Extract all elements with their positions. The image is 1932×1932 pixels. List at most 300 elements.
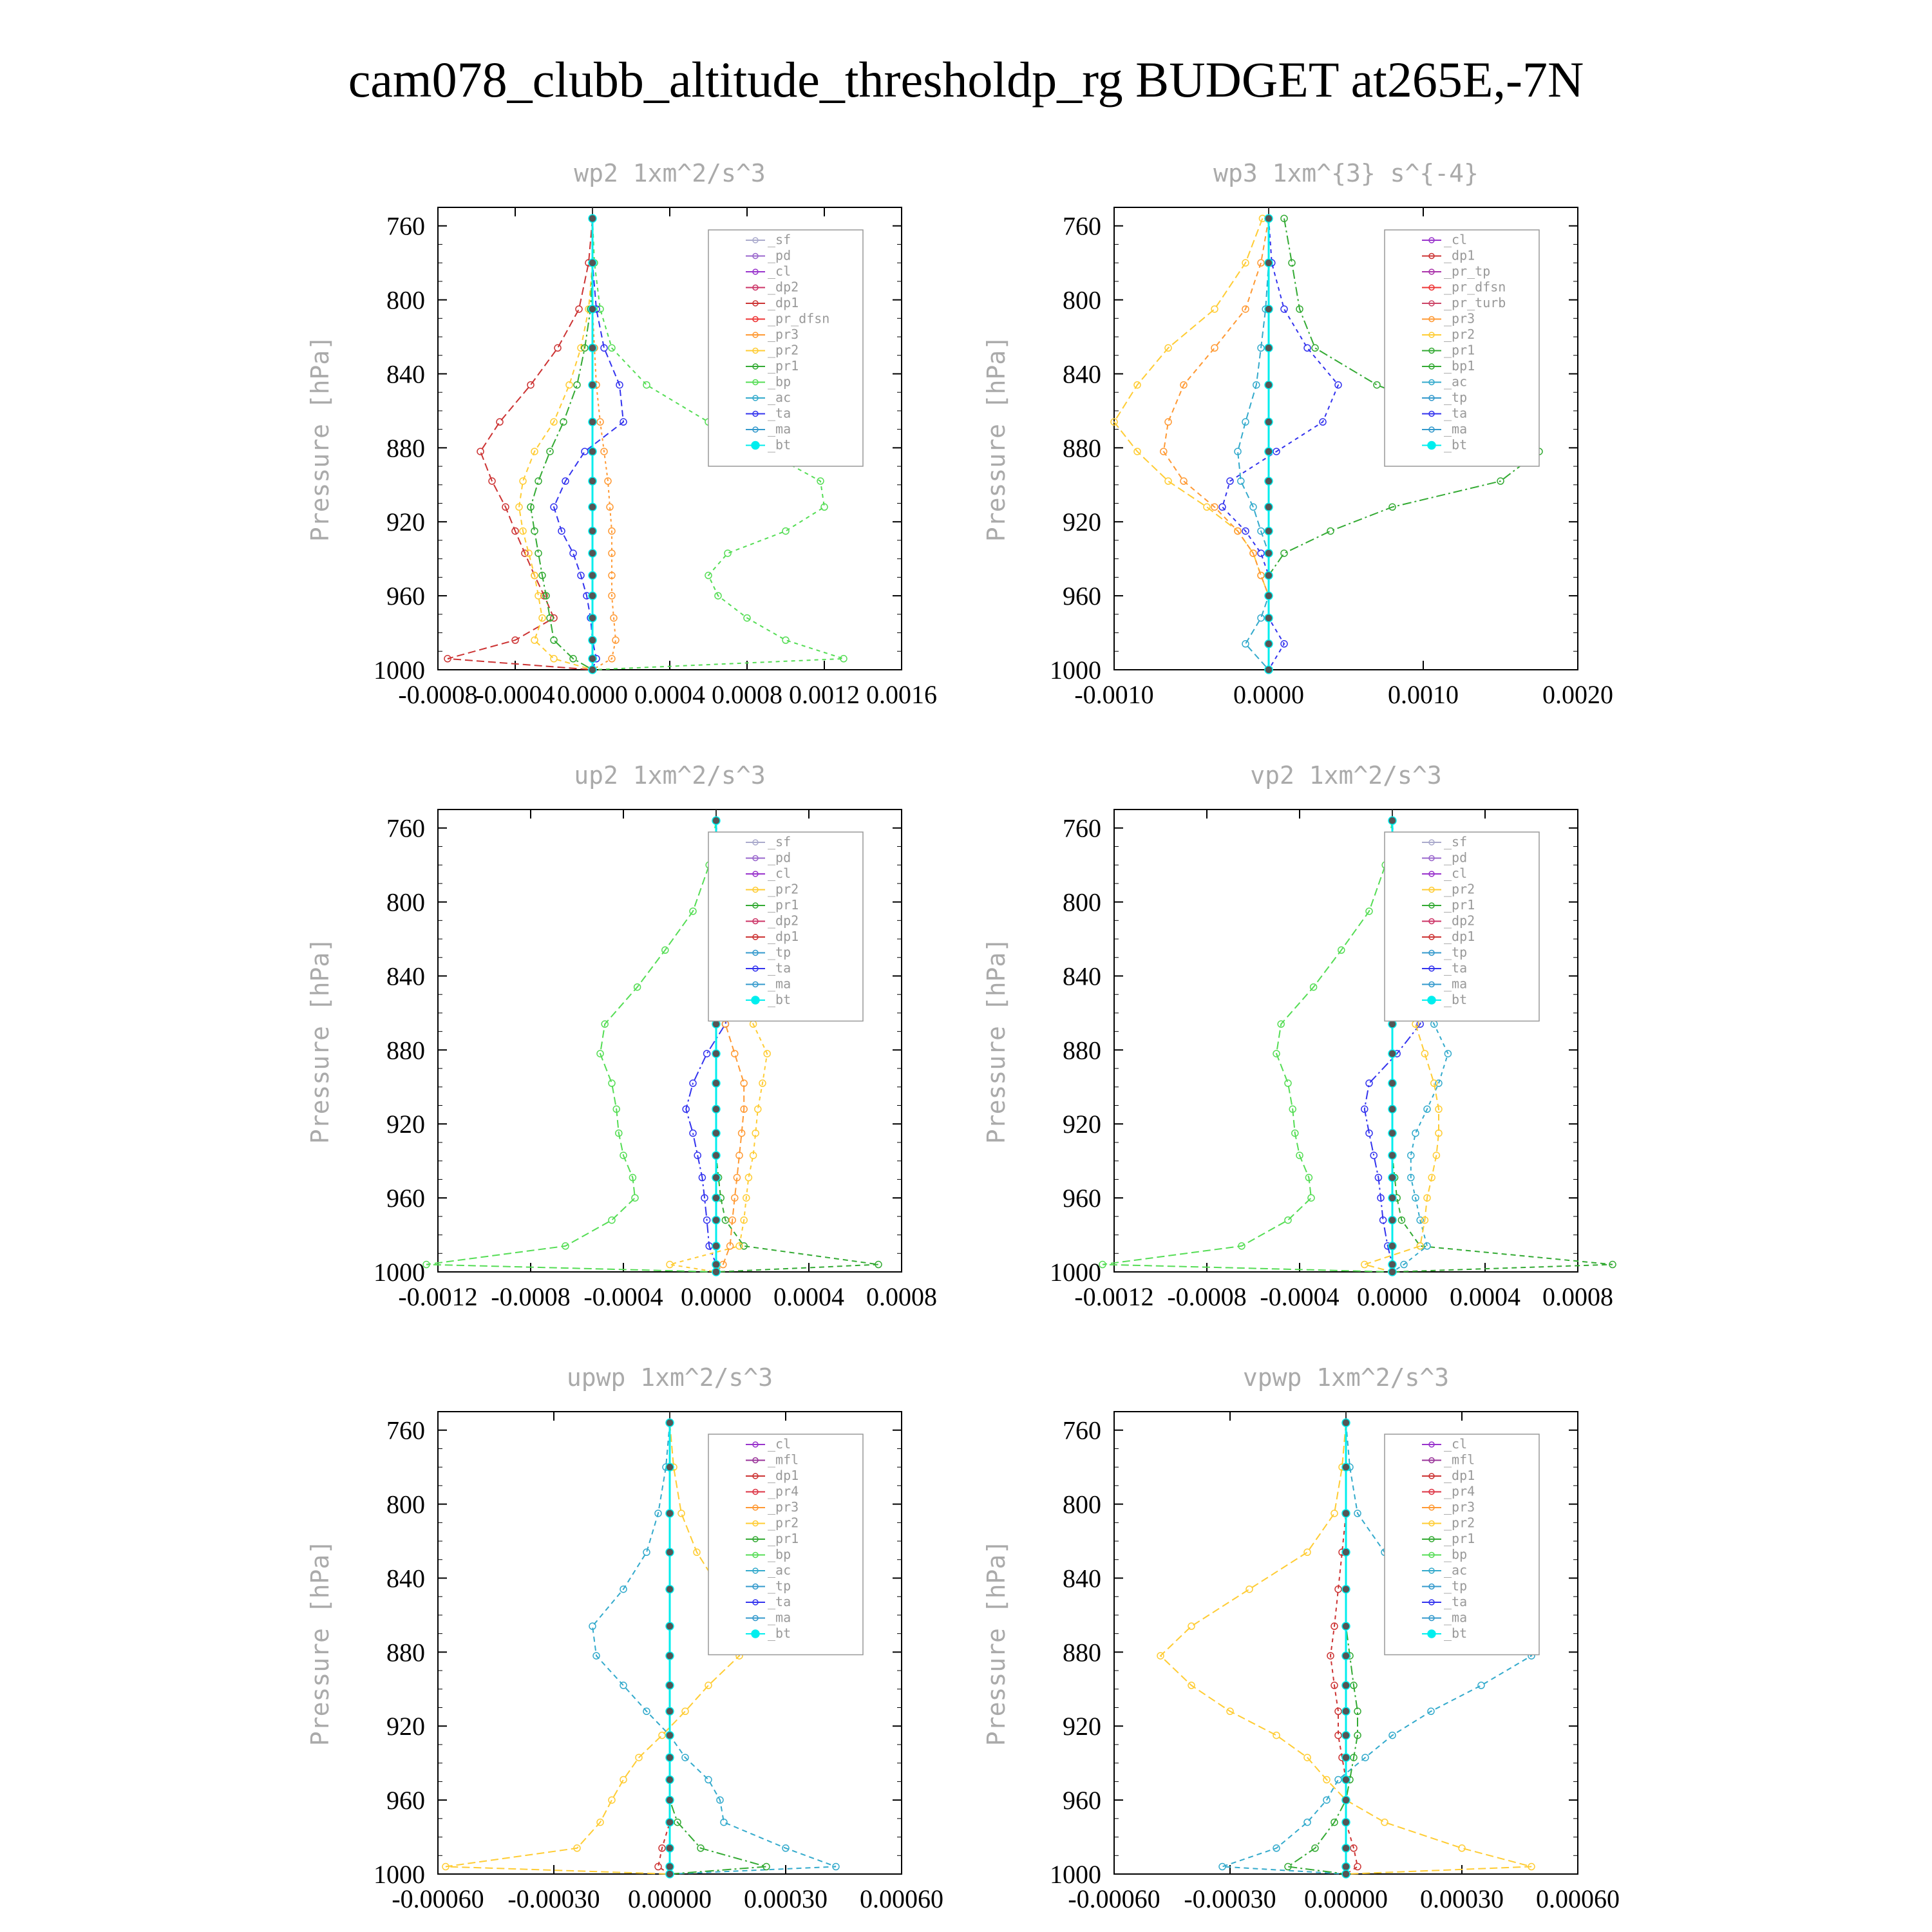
legend-label: _dp1 (768, 295, 799, 310)
legend-label: _bp (768, 374, 791, 390)
data-point (1281, 306, 1287, 312)
legend-label: _ta (1444, 960, 1468, 976)
x-tick-label: 0.0016 (866, 680, 937, 709)
data-point (666, 1510, 674, 1517)
legend-marker (752, 442, 759, 450)
data-point (589, 527, 596, 535)
panel-title: vp2 1xm^2/s^3 (1250, 761, 1442, 790)
x-tick-label: -0.00060 (1068, 1884, 1160, 1913)
x-tick-label: 0.00000 (1304, 1884, 1388, 1913)
data-point (554, 345, 561, 351)
data-point (712, 1105, 720, 1113)
legend-label: _ma (1444, 1609, 1468, 1625)
y-axis-label: Pressure [hPa] (306, 937, 334, 1144)
legend-label: _pr1 (768, 897, 799, 913)
legend-label: _dp1 (768, 929, 799, 944)
legend-label: _sf (1444, 834, 1468, 849)
data-point (1342, 1754, 1350, 1761)
data-point (589, 381, 596, 389)
legend-label: _pr1 (768, 1531, 799, 1546)
data-point (712, 1194, 720, 1202)
data-point (1342, 1776, 1350, 1784)
data-point (1265, 666, 1273, 674)
panel-5 (306, 1363, 943, 1913)
legend-label: _dp2 (1444, 913, 1475, 929)
legend-label: _pr2 (768, 1515, 799, 1531)
legend-label: _dp2 (768, 279, 799, 295)
data-point (477, 448, 484, 455)
data-point (1388, 1151, 1396, 1159)
x-tick-label: -0.0008 (1167, 1282, 1247, 1311)
data-point (1388, 1261, 1396, 1269)
legend-label: _tp (768, 1578, 791, 1594)
data-point (666, 1586, 674, 1593)
legend-label: _tp (1444, 390, 1468, 405)
legend-label: _pr3 (1444, 310, 1475, 327)
legend-label: _ta (768, 405, 791, 421)
x-tick-label: 0.00000 (628, 1884, 712, 1913)
legend-label: _pr2 (1444, 327, 1475, 342)
data-point (782, 528, 789, 535)
data-point (1265, 527, 1273, 535)
y-tick-label: 840 (1063, 1564, 1101, 1593)
y-tick-label: 800 (386, 285, 425, 315)
y-tick-label: 760 (1063, 813, 1101, 843)
data-point (1258, 260, 1264, 266)
y-tick-label: 960 (1063, 582, 1101, 611)
x-tick-label: -0.00030 (1184, 1884, 1276, 1913)
panel-title: wp3 1xm^{3} s^{-4} (1213, 159, 1479, 187)
legend-label: _bt (768, 1625, 791, 1641)
panel-3 (306, 761, 937, 1311)
legend-label: _dp1 (1444, 1468, 1475, 1483)
series-line-dp1 (658, 1423, 670, 1874)
legend-label: _sf (768, 834, 791, 849)
data-point (1388, 1268, 1396, 1276)
legend-label: _ta (768, 960, 791, 976)
data-point (589, 214, 596, 222)
data-point (666, 1863, 674, 1871)
legend-marker (1428, 996, 1435, 1004)
legend-label: _pr4 (1444, 1483, 1475, 1499)
legend-label: _ac (1444, 374, 1468, 390)
data-point (576, 306, 582, 312)
data-point (632, 1195, 638, 1201)
legend-label: _pr3 (768, 1499, 799, 1515)
data-point (1265, 305, 1273, 313)
x-tick-label: -0.0012 (398, 1282, 478, 1311)
data-point (609, 1080, 615, 1086)
data-point (1342, 1510, 1350, 1517)
legend-label: _tp (1444, 944, 1468, 960)
legend-label: _cl (1444, 1436, 1468, 1452)
data-point (1265, 503, 1273, 511)
data-point (666, 1652, 674, 1660)
y-tick-label: 1000 (374, 1860, 425, 1889)
data-point (582, 448, 588, 455)
data-point (1388, 1130, 1396, 1137)
y-tick-label: 960 (1063, 1786, 1101, 1815)
data-point (666, 1796, 674, 1804)
data-point (589, 549, 596, 557)
panel-title: upwp 1xm^2/s^3 (566, 1363, 773, 1392)
legend-label: _sf (768, 232, 791, 247)
data-point (1211, 306, 1218, 312)
data-point (1327, 528, 1334, 535)
x-tick-label: -0.0004 (583, 1282, 663, 1311)
legend-label: _dp2 (768, 913, 799, 929)
data-point (1265, 344, 1273, 352)
data-point (1342, 1548, 1350, 1556)
panel-4 (982, 761, 1616, 1311)
data-point (1342, 1732, 1350, 1739)
data-point (712, 1050, 720, 1057)
legend-label: _pr_dfsn (768, 310, 830, 327)
panel-2 (982, 159, 1613, 709)
data-point (1265, 477, 1273, 485)
legend-label: _cl (1444, 866, 1468, 881)
y-tick-label: 960 (386, 1184, 425, 1213)
data-point (712, 1268, 720, 1276)
x-tick-label: -0.0008 (398, 680, 478, 709)
legend-label: _pr1 (1444, 1531, 1475, 1546)
y-tick-label: 920 (386, 1110, 425, 1139)
data-point (1388, 1217, 1396, 1224)
legend-label: _ma (1444, 421, 1468, 437)
panel-title: vpwp 1xm^2/s^3 (1242, 1363, 1450, 1392)
legend-label: _dp1 (768, 1468, 799, 1483)
data-point (1374, 382, 1380, 388)
y-tick-label: 1000 (1050, 1860, 1101, 1889)
data-point (1265, 592, 1273, 600)
legend-label: _ma (1444, 976, 1468, 992)
x-tick-label: 0.0004 (1450, 1282, 1520, 1311)
legend-label: _bp1 (1444, 358, 1475, 374)
legend-label: _bt (1444, 1625, 1468, 1641)
data-point (551, 656, 557, 662)
data-point (1304, 1549, 1311, 1555)
x-tick-label: -0.0012 (1074, 1282, 1154, 1311)
legend-label: _bt (768, 437, 791, 453)
data-point (666, 1776, 674, 1784)
data-point (589, 344, 596, 352)
data-point (1354, 1864, 1361, 1870)
x-tick-label: -0.0004 (475, 680, 555, 709)
x-tick-label: 0.0000 (1233, 680, 1304, 709)
y-tick-label: 760 (1063, 211, 1101, 241)
data-point (1342, 1622, 1350, 1630)
data-point (712, 1261, 720, 1269)
panel-title: wp2 1xm^2/s^3 (574, 159, 766, 187)
data-point (1188, 1623, 1195, 1629)
legend-label: _dp1 (1444, 929, 1475, 944)
data-point (1265, 549, 1273, 557)
y-tick-label: 840 (1063, 961, 1101, 991)
data-point (712, 1242, 720, 1250)
legend-label: _pd (1444, 849, 1468, 866)
data-point (712, 1130, 720, 1137)
y-tick-label: 920 (386, 1712, 425, 1741)
data-point (1331, 1510, 1338, 1517)
legend-marker (752, 1630, 759, 1638)
legend-label: _ma (768, 421, 791, 437)
data-point (570, 550, 576, 556)
data-point (589, 666, 596, 674)
data-point (1219, 1864, 1226, 1870)
data-point (1342, 1419, 1350, 1426)
data-point (1265, 614, 1273, 622)
x-tick-label: 0.00030 (744, 1884, 828, 1913)
y-tick-label: 760 (1063, 1416, 1101, 1445)
data-point (589, 305, 596, 313)
data-point (1388, 1174, 1396, 1182)
legend-label: _ma (768, 976, 791, 992)
data-point (1335, 1777, 1341, 1783)
data-point (643, 1549, 650, 1555)
x-tick-label: 0.0000 (681, 1282, 752, 1311)
legend-label: _mfl (768, 1452, 799, 1468)
y-tick-label: 840 (1063, 359, 1101, 389)
data-point (1388, 1050, 1396, 1057)
data-point (1285, 1217, 1291, 1224)
data-point (1342, 1463, 1350, 1471)
series-line-pr1 (446, 1423, 739, 1874)
data-point (1265, 381, 1273, 389)
y-tick-label: 880 (1063, 1036, 1101, 1065)
y-axis-label: Pressure [hPa] (982, 1539, 1010, 1747)
data-point (589, 655, 596, 663)
legend-label: _pr3 (768, 327, 799, 342)
legend-marker (752, 996, 759, 1004)
data-point (589, 636, 596, 644)
series-line-pr2 (592, 218, 616, 670)
legend-marker (1428, 1630, 1435, 1638)
data-point (1273, 1732, 1280, 1739)
legend-label: _pr2 (1444, 1515, 1475, 1531)
data-point (705, 1777, 712, 1783)
data-point (712, 1079, 720, 1087)
x-tick-label: 0.0008 (1542, 1282, 1613, 1311)
data-point (1258, 550, 1264, 556)
y-tick-label: 800 (1063, 1490, 1101, 1519)
y-tick-label: 760 (386, 211, 425, 241)
legend-label: _bt (1444, 992, 1468, 1007)
y-tick-label: 960 (386, 582, 425, 611)
legend-label: _pr_dfsn (1444, 279, 1506, 295)
data-point (666, 1681, 674, 1689)
data-point (1265, 572, 1273, 580)
data-point (682, 1708, 688, 1714)
data-point (589, 259, 596, 267)
data-point (712, 1217, 720, 1224)
legend-label: _ac (768, 390, 791, 405)
series-line-dp1 (1103, 820, 1392, 1272)
data-point (620, 1777, 627, 1783)
data-point (666, 1870, 674, 1878)
data-point (1342, 1819, 1350, 1826)
data-point (589, 477, 596, 485)
data-point (609, 1217, 615, 1224)
data-point (678, 1510, 685, 1517)
legend-label: _pr3 (1444, 1499, 1475, 1515)
x-tick-label: 0.0008 (866, 1282, 937, 1311)
x-tick-label: 0.00030 (1420, 1884, 1504, 1913)
x-tick-label: 0.00060 (1536, 1884, 1620, 1913)
data-point (1342, 1796, 1350, 1804)
data-point (1342, 1844, 1350, 1852)
data-point (1342, 1652, 1350, 1660)
data-point (712, 817, 720, 824)
legend-label: _pr4 (768, 1483, 799, 1499)
data-point (666, 1819, 674, 1826)
y-tick-label: 1000 (374, 1258, 425, 1287)
legend-label: _pr2 (768, 342, 799, 358)
legend-label: _mfl (1444, 1452, 1475, 1468)
x-tick-label: -0.0004 (1260, 1282, 1340, 1311)
data-point (643, 382, 650, 388)
legend-label: _cl (768, 1436, 791, 1452)
legend-label: _ma (768, 1609, 791, 1625)
panel-6 (982, 1363, 1620, 1913)
y-axis-label: Pressure [hPa] (982, 937, 1010, 1144)
y-tick-label: 840 (386, 359, 425, 389)
data-point (589, 614, 596, 622)
data-point (1308, 1195, 1314, 1201)
data-point (531, 637, 538, 643)
legend-label: _cl (1444, 232, 1468, 247)
data-point (1342, 1870, 1350, 1878)
data-point (1246, 1586, 1253, 1593)
series-line-tp (1238, 218, 1269, 670)
data-point (1478, 1682, 1484, 1689)
legend-label: _ta (768, 1594, 791, 1609)
data-point (666, 1707, 674, 1715)
data-point (1281, 550, 1287, 556)
data-point (1412, 1021, 1419, 1027)
legend-label: _ta (1444, 1594, 1468, 1609)
panel-1 (306, 159, 937, 709)
data-point (732, 1050, 738, 1057)
data-point (1165, 478, 1171, 484)
data-point (589, 418, 596, 426)
y-tick-label: 880 (1063, 433, 1101, 463)
data-point (1165, 419, 1171, 425)
data-point (1388, 1079, 1396, 1087)
data-point (1312, 345, 1318, 351)
y-tick-label: 880 (386, 433, 425, 463)
data-point (1412, 1130, 1419, 1137)
data-point (666, 1754, 674, 1761)
data-point (1388, 1242, 1396, 1250)
y-tick-label: 800 (1063, 887, 1101, 917)
data-point (1342, 1707, 1350, 1715)
legend-marker (1428, 442, 1435, 450)
data-point (589, 448, 596, 455)
data-point (666, 1548, 674, 1556)
x-tick-label: -0.00060 (392, 1884, 484, 1913)
data-point (574, 382, 580, 388)
y-tick-label: 960 (386, 1786, 425, 1815)
y-tick-label: 760 (386, 1416, 425, 1445)
data-point (712, 1174, 720, 1182)
y-tick-label: 1000 (1050, 656, 1101, 685)
y-tick-label: 880 (1063, 1638, 1101, 1667)
data-point (609, 1797, 615, 1803)
legend-label: _pr_tp (1444, 263, 1491, 279)
data-point (666, 1419, 674, 1426)
data-point (1388, 1194, 1396, 1202)
data-point (782, 637, 789, 643)
y-tick-label: 800 (1063, 285, 1101, 315)
data-point (705, 1682, 712, 1689)
y-tick-label: 920 (1063, 507, 1101, 537)
legend-label: _pr1 (1444, 342, 1475, 358)
data-point (620, 1682, 627, 1689)
figure-title: cam078_clubb_altitude_thresholdp_rg BUDGET at265E,-7N (348, 52, 1584, 108)
y-tick-label: 840 (386, 961, 425, 991)
legend-label: _pd (768, 849, 791, 866)
data-point (666, 1622, 674, 1630)
legend-label: _bt (1444, 437, 1468, 453)
legend-label: _cl (768, 263, 791, 279)
series-line-bp (1288, 1423, 1358, 1874)
data-point (1361, 1262, 1368, 1268)
x-tick-label: -0.0010 (1074, 680, 1154, 709)
data-point (1265, 418, 1273, 426)
data-point (1304, 345, 1311, 351)
data-point (666, 1732, 674, 1739)
data-point (1258, 573, 1264, 579)
data-point (659, 1732, 665, 1739)
legend-label: _pr2 (1444, 881, 1475, 897)
data-point (666, 1463, 674, 1471)
x-tick-label: -0.0008 (491, 1282, 571, 1311)
legend-label: _tp (1444, 1578, 1468, 1594)
data-point (566, 382, 573, 388)
chart-panels (306, 159, 1620, 1913)
x-tick-label: 0.0000 (557, 680, 628, 709)
series-line-pr3 (1164, 218, 1269, 670)
y-tick-label: 920 (386, 507, 425, 537)
data-point (497, 419, 503, 425)
y-tick-label: 840 (386, 1564, 425, 1593)
y-tick-label: 960 (1063, 1184, 1101, 1213)
data-point (712, 1151, 720, 1159)
y-tick-label: 760 (386, 813, 425, 843)
y-axis-label: Pressure [hPa] (982, 335, 1010, 542)
legend-label: _pd (768, 247, 791, 263)
legend-label: _cl (768, 866, 791, 881)
y-tick-label: 880 (386, 1638, 425, 1667)
data-point (1265, 214, 1273, 222)
x-tick-label: 0.0010 (1388, 680, 1459, 709)
x-tick-label: 0.00060 (860, 1884, 943, 1913)
series-line-dp1 (426, 820, 716, 1272)
legend-label: _pr_turb (1444, 295, 1506, 310)
data-point (1265, 640, 1273, 648)
data-point (1381, 1819, 1388, 1826)
data-point (589, 592, 596, 600)
series-line-pr2 (1114, 218, 1269, 670)
legend-label: _pr1 (768, 358, 799, 374)
legend-label: _tp (768, 944, 791, 960)
series-line-pr3 (519, 218, 592, 670)
data-point (1304, 1819, 1311, 1826)
y-axis-label: Pressure [hPa] (306, 335, 334, 542)
data-point (1204, 504, 1210, 510)
data-point (1285, 1080, 1291, 1086)
legend-label: _bt (768, 992, 791, 1007)
